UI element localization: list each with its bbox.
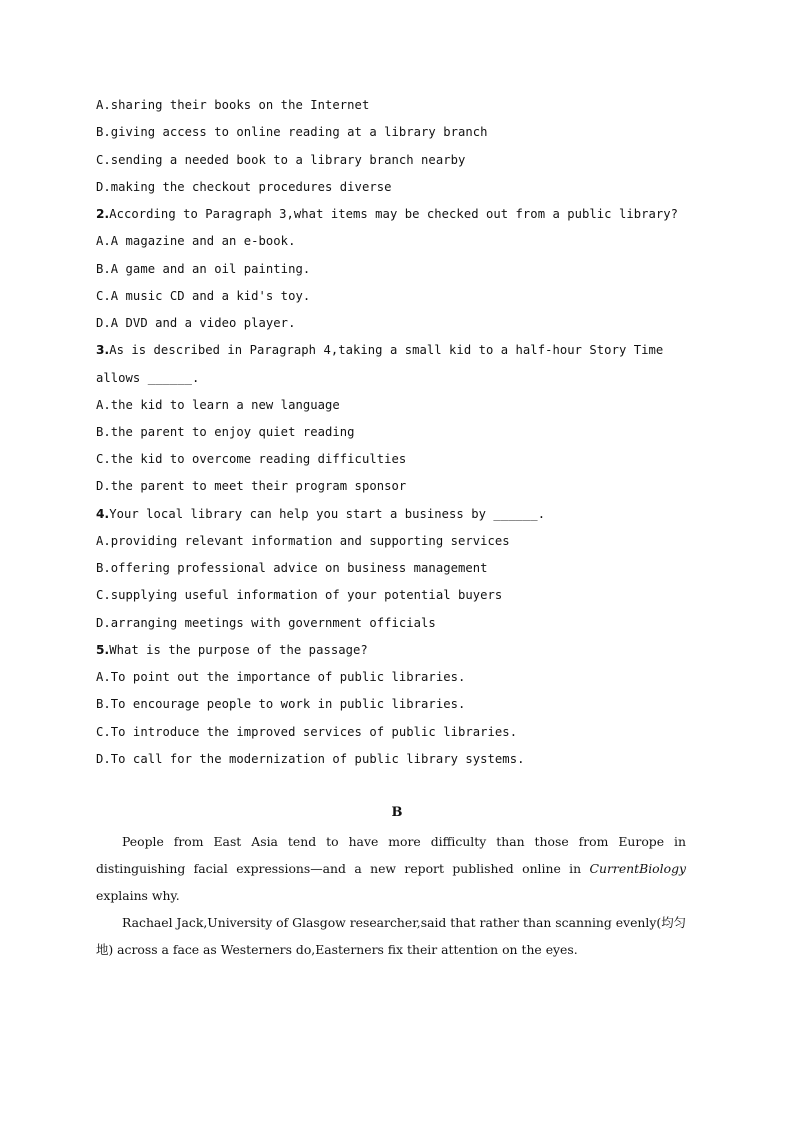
q1-option-b: B.giving access to online reading at a library branch	[96, 125, 488, 139]
q5-number: 5.	[96, 643, 110, 657]
q2-stem-line	[96, 205, 696, 223]
section-b-title: B	[391, 805, 403, 820]
q4-stem-line	[96, 505, 696, 523]
q4-option-b: B.offering professional advice on business management	[96, 561, 488, 575]
q1-option-d: D.making the checkout procedures diverse	[96, 180, 392, 194]
q4-number: 4.	[96, 507, 110, 521]
q5-stem: What is the purpose of the passage?	[109, 643, 368, 657]
q5-option-d: D.To call for the modernization of public library systems.	[96, 752, 525, 766]
q1-option-a: A.sharing their books on the Internet	[96, 98, 370, 112]
q2-option-c: C.A music CD and a kid's toy.	[96, 289, 311, 303]
q5-option-c: C.To introduce the improved services of public libraries.	[96, 725, 518, 739]
q2-option-b: B.A game and an oil painting.	[96, 262, 311, 276]
q2-option-a: A.A magazine and an e-book.	[96, 234, 296, 248]
paragraph-1-text-start: People from East Asia tend to have more difficulty than those from Europe in distinguishing facial expressions—and a new report published online in	[96, 834, 686, 877]
q3-stem-first: As is described in Paragraph 4,taking a small kid to a half-hour Story Time	[109, 343, 664, 357]
q3-number: 3.	[96, 343, 110, 357]
journal-title: CurrentBiology	[589, 861, 686, 877]
q4-option-d: D.arranging meetings with government officials	[96, 616, 436, 630]
q3-option-c: C.the kid to overcome reading difficulties	[96, 452, 407, 466]
section-b-paragraph-2: Rachael Jack,University of Glasgow researcher,said that rather than scanning evenly(均匀地) across a face as Westerners do,Easterners fix their attention on the eyes.	[96, 915, 686, 958]
q2-option-d: D.A DVD and a video player.	[96, 316, 296, 330]
paragraph-1-text-end: explains why.	[96, 888, 180, 904]
q4-option-a: A.providing relevant information and supporting services	[96, 534, 510, 548]
q3-option-a: A.the kid to learn a new language	[96, 398, 340, 412]
q2-stem: According to Paragraph 3,what items may be checked out from a public library?	[109, 207, 679, 221]
q3-stem-line-1	[96, 341, 696, 359]
q5-option-a: A.To point out the importance of public libraries.	[96, 670, 466, 684]
section-b-paragraph-1	[96, 828, 686, 910]
q3-option-b: B.the parent to enjoy quiet reading	[96, 425, 355, 439]
q3-option-d: D.the parent to meet their program sponsor	[96, 479, 407, 493]
q2-number: 2.	[96, 207, 110, 221]
q5-option-b: B.To encourage people to work in public libraries.	[96, 697, 466, 711]
q4-stem: Your local library can help you start a business by ______.	[109, 507, 546, 521]
q5-stem-line	[96, 641, 696, 659]
q3-stem-line-2: allows ______.	[96, 371, 200, 385]
q1-option-c: C.sending a needed book to a library branch nearby	[96, 153, 466, 167]
q4-option-c: C.supplying useful information of your potential buyers	[96, 588, 503, 602]
